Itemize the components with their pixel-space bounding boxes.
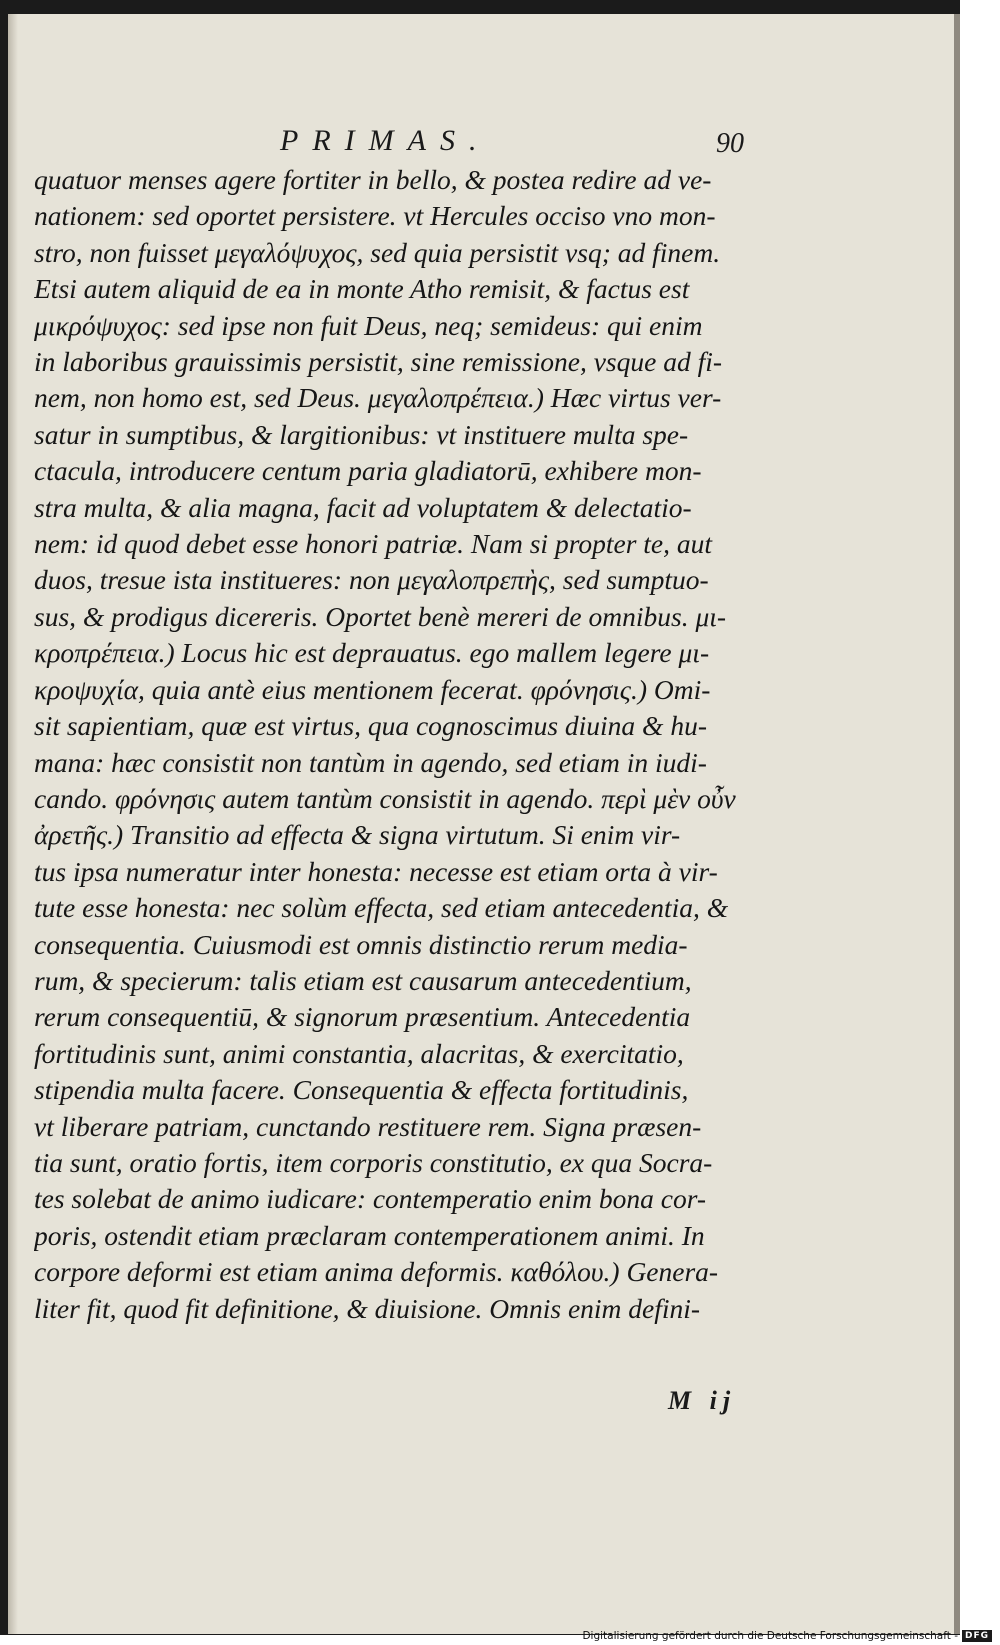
- text-line: nationem: sed oportet persistere. vt Hercules occiso vno mon-: [34, 200, 716, 232]
- text-line: in laboribus grauissimis persistit, sine remissione, vsque ad fi-: [34, 346, 723, 378]
- text-line: fortitudinis sunt, animi constantia, alacritas, & exercitatio,: [34, 1037, 684, 1069]
- text-line: quatuor menses agere fortiter in bello, & postea redire ad ve-: [34, 164, 712, 195]
- text-line: μικρόψυχος: sed ipse non fuit Deus, neq; semideus: qui enim: [34, 309, 703, 341]
- text-line: cando. φρόνησις autem tantùm consistit in agendo. περὶ μὲν οὖν: [34, 782, 736, 814]
- text-line: tus ipsa numeratur inter honesta: necesse est etiam orta à vir-: [34, 855, 718, 887]
- text-line: ἀρετῆς.) Transitio ad effecta & signa virtutum. Si enim vir-: [34, 819, 681, 851]
- digitization-footer: [582, 1629, 992, 1643]
- text-line: rum, & specierum: talis etiam est causarum antecedentium,: [34, 964, 692, 996]
- text-line: κροπρέπεια.) Locus hic est deprauatus. ego mallem legere μι-: [34, 637, 710, 669]
- text-line: mana: hæc consistit non tantùm in agendo, sed etiam in iudi-: [34, 746, 707, 778]
- text-line: nem: id quod debet esse honori patriæ. Nam si propter te, aut: [34, 528, 713, 560]
- text-line: poris, ostendit etiam præclaram contemperationem animi. In: [34, 1219, 705, 1251]
- text-line: sus, & prodigus dicereris. Oportet benè mereri de omnibus. μι-: [34, 600, 727, 632]
- book-page: [8, 14, 960, 1634]
- page-gutter-shadow: [8, 14, 18, 1634]
- dfg-logo: DFG: [962, 1630, 992, 1642]
- text-line: Etsi autem aliquid de ea in monte Atho remisit, & factus est: [34, 273, 690, 305]
- text-line: tes solebat de animo iudicare: contemperatio enim bona cor-: [34, 1183, 707, 1215]
- text-line: stro, non fuisset μεγαλόψυχος, sed quia persistit vsq; ad finem.: [34, 236, 721, 268]
- running-head: [8, 124, 954, 164]
- text-line: satur in sumptibus, & largitionibus: vt instituere multa spe-: [34, 418, 689, 450]
- text-line: stra multa, & alia magna, facit ad voluptatem & delectatio-: [34, 491, 692, 523]
- text-line: stipendia multa facere. Consequentia & effecta fortitudinis,: [34, 1074, 689, 1106]
- text-line: corpore deformi est etiam anima deformis. καθόλου.) Genera-: [34, 1256, 719, 1288]
- text-line: consequentia. Cuiusmodi est omnis distinctio rerum media-: [34, 928, 688, 960]
- text-line: rerum consequentiū, & signorum præsentium. Antecedentia: [34, 1001, 691, 1033]
- text-line: liter fit, quod fit definitione, & diuisione. Omnis enim defini-: [34, 1292, 701, 1324]
- text-line: vt liberare patriam, cunctando restituere rem. Signa præsen-: [34, 1110, 702, 1142]
- text-line: tute esse honesta: nec solùm effecta, sed etiam antecedentia, &: [34, 892, 729, 924]
- body-text: [34, 162, 794, 1327]
- running-head-title: PRIMAS.: [280, 124, 491, 157]
- text-line: tia sunt, oratio fortis, item corporis constitutio, ex qua Socra-: [34, 1146, 713, 1178]
- text-line: κροψυχία, quia antè eius mentionem fecerat. φρόνησις.) Omi-: [34, 673, 711, 705]
- page-number: 90: [716, 128, 744, 159]
- footer-credit-text: Digitalisierung gefördert durch die Deutsche Forschungsgemeinschaft -: [582, 1630, 958, 1642]
- text-line: duos, tresue ista institueres: non μεγαλοπρεπὴς, sed sumptuo-: [34, 564, 709, 596]
- text-line: ctacula, introducere centum paria gladiatorū, exhibere mon-: [34, 455, 702, 487]
- text-line: sit sapientiam, quæ est virtus, qua cognoscimus diuina & hu-: [34, 710, 707, 742]
- text-line: nem, non homo est, sed Deus. μεγαλοπρέπεια.) Hæc virtus ver-: [34, 382, 722, 414]
- signature-mark: M ij: [668, 1386, 737, 1415]
